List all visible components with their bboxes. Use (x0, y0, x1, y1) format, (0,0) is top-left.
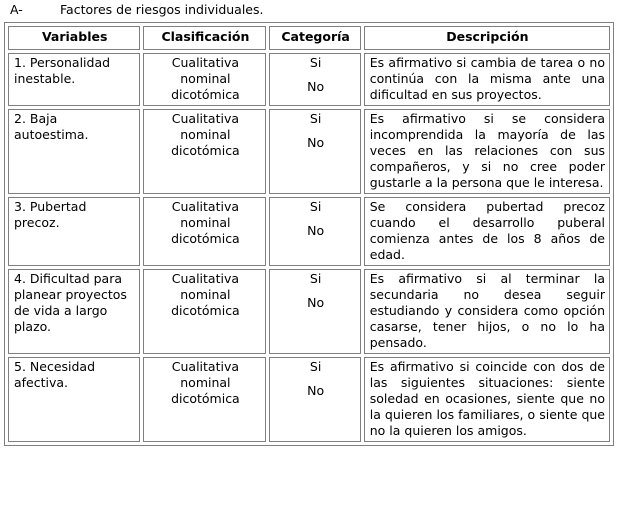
classification-cell: Cualitativa nominal dicotómica (143, 269, 266, 354)
header-classification: Clasificación (143, 26, 266, 50)
category-no: No (307, 79, 325, 94)
header-variables: Variables (8, 26, 140, 50)
category-yes: Si (309, 55, 322, 70)
table-row (8, 197, 610, 266)
risk-factors-table (4, 22, 614, 446)
category-cell (269, 53, 360, 106)
category-cell (269, 109, 360, 194)
table-row (8, 269, 610, 354)
category-yes: Si (309, 111, 322, 126)
category-no: No (307, 383, 325, 398)
header-category: Categoría (269, 26, 360, 50)
variable-cell: 2. Baja autoestima. (8, 109, 140, 194)
variable-cell: 1. Personalidad inestable. (8, 53, 140, 106)
table-row (8, 357, 610, 442)
section-title: Factores de riesgos individuales. (60, 2, 264, 17)
classification-cell: Cualitativa nominal dicotómica (143, 53, 266, 106)
classification-cell: Cualitativa nominal dicotómica (143, 109, 266, 194)
category-no: No (307, 295, 325, 310)
category-cell (269, 269, 360, 354)
section-letter: A- (10, 2, 23, 17)
table-row (8, 109, 610, 194)
variable-cell: 5. Necesidad afectiva. (8, 357, 140, 442)
description-cell: Es afirmativo si al terminar la secundaria no desea seguir estudiando y considera como opción casarse, tener hijos, o no lo ha pensado. (364, 269, 610, 354)
category-no: No (307, 223, 325, 238)
description-cell: Es afirmativo si cambia de tarea o no continúa con la misma ante una dificultad en sus proyectos. (364, 53, 610, 106)
category-yes: Si (309, 271, 322, 286)
variable-cell: 4. Dificultad para planear proyectos de vida a largo plazo. (8, 269, 140, 354)
header-row (8, 26, 610, 50)
category-cell (269, 197, 360, 266)
description-cell: Es afirmativo si se considera incomprendida la mayoría de las veces en las relaciones con sus compañeros, y si no cree poder gustarle a la persona que le interesa. (364, 109, 610, 194)
header-description: Descripción (364, 26, 610, 50)
category-no: No (307, 135, 325, 150)
classification-cell: Cualitativa nominal dicotómica (143, 197, 266, 266)
section-heading (10, 1, 264, 19)
variable-cell: 3. Pubertad precoz. (8, 197, 140, 266)
description-cell: Se considera pubertad precoz cuando el desarrollo puberal comienza antes de los 8 años de edad. (364, 197, 610, 266)
description-cell: Es afirmativo si coincide con dos de las siguientes situaciones: siente soledad en ocasiones, siente que no la quieren los familiares, o siente que no la quieren los amigos. (364, 357, 610, 442)
category-yes: Si (309, 199, 322, 214)
table-row (8, 53, 610, 106)
classification-cell: Cualitativa nominal dicotómica (143, 357, 266, 442)
category-yes: Si (309, 359, 322, 374)
category-cell (269, 357, 360, 442)
